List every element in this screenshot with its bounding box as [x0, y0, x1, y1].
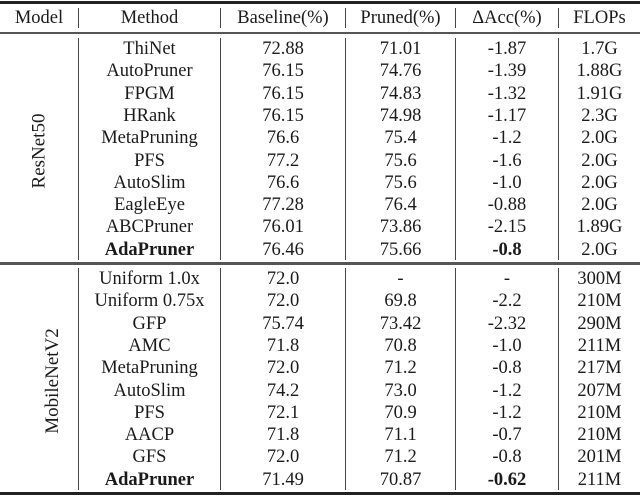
flops-cell: 217M	[577, 358, 622, 379]
delta-acc-cell: -0.88	[487, 195, 527, 216]
section-rule	[0, 262, 640, 265]
method-cell: AutoPruner	[106, 61, 193, 82]
baseline-cell: 72.0	[266, 447, 300, 468]
baseline-cell: 76.15	[262, 105, 304, 126]
delta-acc-cell: -0.8	[492, 358, 522, 379]
baseline-cell: 72.1	[266, 402, 300, 423]
flops-cell: 2.0G	[581, 150, 618, 171]
flops-cell: 210M	[577, 425, 622, 446]
header-separator	[220, 8, 221, 28]
header-method: Method	[120, 8, 179, 28]
delta-acc-cell: -0.8	[492, 447, 522, 468]
pruned-cell: 75.4	[384, 128, 417, 149]
method-cell: GFS	[132, 447, 167, 468]
model-label-mobilenetv2	[0, 328, 78, 434]
baseline-cell: 76.6	[266, 172, 300, 193]
pruned-cell: 75.6	[384, 172, 417, 193]
baseline-cell: 77.28	[262, 195, 304, 216]
header-pruned: Pruned(%)	[360, 8, 441, 28]
header-separator	[78, 8, 79, 28]
header-rule	[0, 32, 640, 34]
method-cell: AutoSlim	[113, 380, 186, 401]
header-model: Model	[14, 8, 64, 28]
flops-cell: 201M	[577, 447, 622, 468]
delta-acc-cell: -1.6	[492, 150, 522, 171]
delta-acc-cell: -1.2	[492, 402, 522, 423]
flops-cell: 1.89G	[576, 217, 623, 238]
flops-cell: 2.3G	[581, 105, 618, 126]
baseline-cell: 76.15	[262, 61, 304, 82]
bottom-rule	[0, 492, 640, 495]
baseline-cell: 72.88	[262, 39, 304, 59]
delta-acc-cell: -2.2	[492, 291, 522, 312]
delta-acc-cell: -1.87	[487, 39, 527, 59]
header-delta-acc: ΔAcc(%)	[472, 8, 542, 28]
method-cell: AutoSlim	[113, 172, 186, 193]
baseline-cell: 72.0	[266, 291, 300, 312]
pruned-cell: -	[397, 269, 404, 289]
baseline-cell: 77.2	[266, 150, 300, 171]
flops-cell: 2.0G	[581, 195, 618, 216]
flops-cell: 210M	[577, 402, 622, 423]
flops-cell: 1.88G	[576, 61, 623, 82]
model-name: MobileNetV2	[41, 328, 63, 434]
baseline-cell: 72.0	[266, 358, 300, 379]
delta-acc-cell: -2.32	[487, 313, 527, 334]
flops-cell: 2.0G	[581, 172, 618, 193]
flops-cell: 290M	[577, 313, 622, 334]
delta-acc-cell: -1.0	[492, 335, 522, 356]
baseline-cell: 76.15	[262, 83, 304, 104]
header-separator	[455, 8, 456, 28]
method-cell: MetaPruning	[101, 128, 198, 149]
method-cell: AdaPruner	[104, 469, 195, 490]
flops-cell: 2.0G	[581, 128, 618, 149]
baseline-cell: 75.74	[262, 313, 304, 334]
flops-cell: 210M	[577, 291, 622, 312]
model-name: ResNet50	[28, 113, 49, 189]
method-cell: ABCPruner	[105, 217, 194, 238]
flops-cell: 300M	[577, 269, 622, 289]
pruned-cell: 71.1	[384, 425, 417, 446]
pruned-cell: 73.86	[379, 217, 422, 238]
delta-acc-cell: -2.15	[487, 217, 527, 238]
method-cell: HRank	[123, 105, 176, 126]
pruned-cell: 74.76	[379, 61, 422, 82]
delta-acc-cell: -0.7	[492, 425, 522, 446]
header-flops: FLOPs	[573, 8, 626, 28]
method-cell: MetaPruning	[101, 358, 198, 379]
method-cell: FPGM	[124, 83, 175, 104]
method-cell: PFS	[134, 402, 165, 423]
method-cell: AACP	[124, 425, 175, 446]
method-cell: PFS	[134, 150, 165, 171]
pruned-cell: 70.87	[379, 469, 422, 490]
header-separator	[345, 8, 346, 28]
flops-cell: 1.7G	[581, 39, 618, 59]
pruned-cell: 70.9	[384, 402, 417, 423]
flops-cell: 207M	[577, 380, 622, 401]
baseline-cell: 71.8	[266, 335, 300, 356]
method-cell: AMC	[128, 335, 171, 356]
header-baseline: Baseline(%)	[237, 8, 329, 28]
delta-acc-cell: -0.62	[487, 469, 527, 490]
method-cell: AdaPruner	[104, 239, 195, 260]
header-separator	[558, 8, 559, 28]
pruned-cell: 75.66	[379, 239, 422, 260]
method-cell: Uniform 0.75x	[94, 291, 205, 312]
pruned-cell: 71.01	[379, 39, 422, 59]
pruned-cell: 71.2	[384, 358, 417, 379]
delta-acc-cell: -1.17	[487, 105, 527, 126]
pruned-cell: 69.8	[384, 291, 417, 312]
method-cell: EagleEye	[114, 195, 185, 216]
baseline-cell: 74.2	[266, 380, 300, 401]
delta-acc-cell: -	[503, 269, 511, 289]
model-label-resnet50	[0, 113, 78, 189]
pruned-cell: 70.8	[384, 335, 417, 356]
baseline-cell: 71.8	[266, 425, 300, 446]
delta-acc-cell: -1.39	[487, 61, 527, 82]
delta-acc-cell: -1.32	[487, 83, 527, 104]
flops-cell: 1.91G	[576, 83, 623, 104]
pruned-cell: 71.2	[384, 447, 417, 468]
pruned-cell: 74.98	[379, 105, 422, 126]
flops-cell: 211M	[577, 469, 622, 490]
delta-acc-cell: -1.0	[492, 172, 522, 193]
baseline-cell: 76.6	[266, 128, 300, 149]
baseline-cell: 76.46	[262, 239, 304, 260]
pruned-cell: 74.83	[379, 83, 422, 104]
flops-cell: 2.0G	[581, 239, 618, 260]
pruned-cell: 75.6	[384, 150, 417, 171]
baseline-cell: 76.01	[262, 217, 304, 238]
pruned-cell: 76.4	[384, 195, 417, 216]
delta-acc-cell: -0.8	[492, 239, 522, 260]
method-cell: Uniform 1.0x	[99, 269, 200, 289]
pruned-cell: 73.0	[384, 380, 417, 401]
delta-acc-cell: -1.2	[492, 380, 522, 401]
method-cell: ThiNet	[123, 39, 176, 59]
baseline-cell: 71.49	[262, 469, 304, 490]
pruned-cell: 73.42	[379, 313, 422, 334]
delta-acc-cell: -1.2	[492, 128, 522, 149]
method-cell: GFP	[132, 313, 167, 334]
baseline-cell: 72.0	[266, 269, 300, 289]
flops-cell: 211M	[577, 335, 622, 356]
